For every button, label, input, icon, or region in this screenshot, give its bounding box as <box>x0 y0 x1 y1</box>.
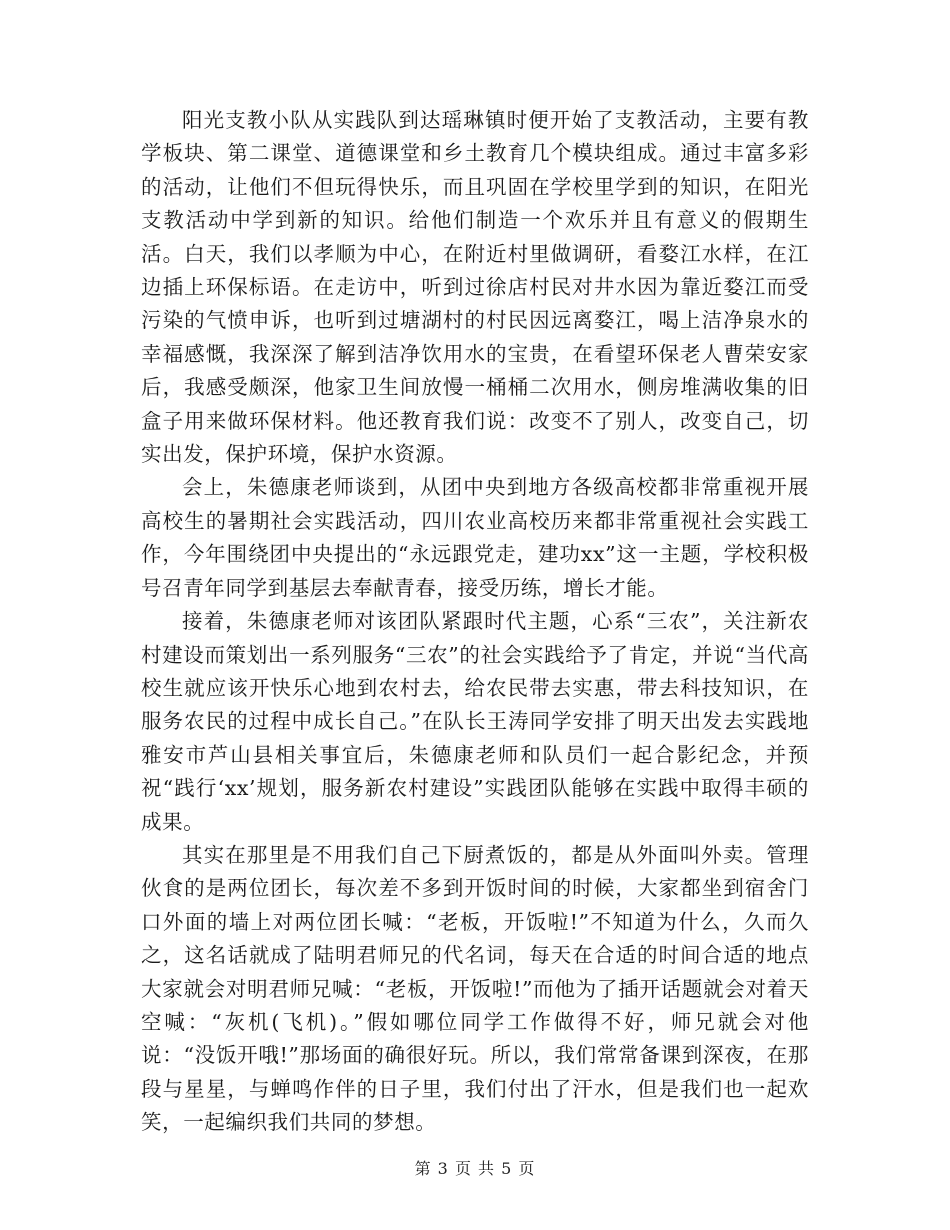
document-body <box>141 104 809 1140</box>
page-footer: 第 3 页 共 5 页 <box>414 1159 536 1178</box>
paragraph-3: 接着，朱德康老师对该团队紧跟时代主题，心系“三农”，关注新农村建设而策划出一系列服务“三农”的社会实践给予了肯定，并说“当代高校生就应该开快乐心地到农村去，给农民带去实惠，带去科技知识，在服务农民的过程中成长自己。”在队长王涛同学安排了明天出发去实践地雅安市芦山县相关事宜后，朱德康老师和队员们一起合影纪念，并预祝“践行‘xx’规划，服务新农村建设”实践团队能够在实践中取得丰硕的成果。 <box>141 609 809 834</box>
paragraph-2: 会上，朱德康老师谈到，从团中央到地方各级高校都非常重视开展高校生的暑期社会实践活动，四川农业高校历来都非常重视社会实践工作，今年围绕团中央提出的“永远跟党走，建功xx”这一主题，学校积极号召青年同学到基层去奉献青春，接受历练，增长才能。 <box>141 475 809 600</box>
paragraph-1: 阳光支教小队从实践队到达瑶琳镇时便开始了支教活动，主要有教学板块、第二课堂、道德课堂和乡土教育几个模块组成。通过丰富多彩的活动，让他们不但玩得快乐，而且巩固在学校里学到的知识，在阳光支教活动中学到新的知识。给他们制造一个欢乐并且有意义的假期生活。白天，我们以孝顺为中心，在附近村里做调研，看婺江水样，在江边插上环保标语。在走访中，听到过徐店村民对井水因为靠近婺江而受污染的气愤申诉，也听到过塘湖村的村民因远离婺江，喝上洁净泉水的幸福感慨，我深深了解到洁净饮用水的宝贵，在看望环保老人曹荣安家后，我感受颇深，他家卫生间放慢一桶桶二次用水，侧房堆满收集的旧盒子用来做环保材料。他还教育我们说：改变不了别人，改变自己，切实出发，保护环境，保护水资源。 <box>141 108 809 467</box>
paragraph-4: 其实在那里是不用我们自己下厨煮饭的，都是从外面叫外卖。管理伙食的是两位团长，每次差不多到开饭时间的时候，大家都坐到宿舍门口外面的墙上对两位团长喊：“老板，开饭啦!”不知道为什么，久而久之，这名话就成了陆明君师兄的代名词，每天在合适的时间合适的地点大家就会对明君师兄喊：“老板，开饭啦!”而他为了插开话题就会对着天空喊：“灰机(飞机)。”假如哪位同学工作做得不好，师兄就会对他说：“没饭开哦!”那场面的确很好玩。所以，我们常常备课到深夜，在那段与星星，与蝉鸣作伴的日子里，我们付出了汗水，但是我们也一起欢笑，一起编织我们共同的梦想。 <box>141 842 809 1135</box>
